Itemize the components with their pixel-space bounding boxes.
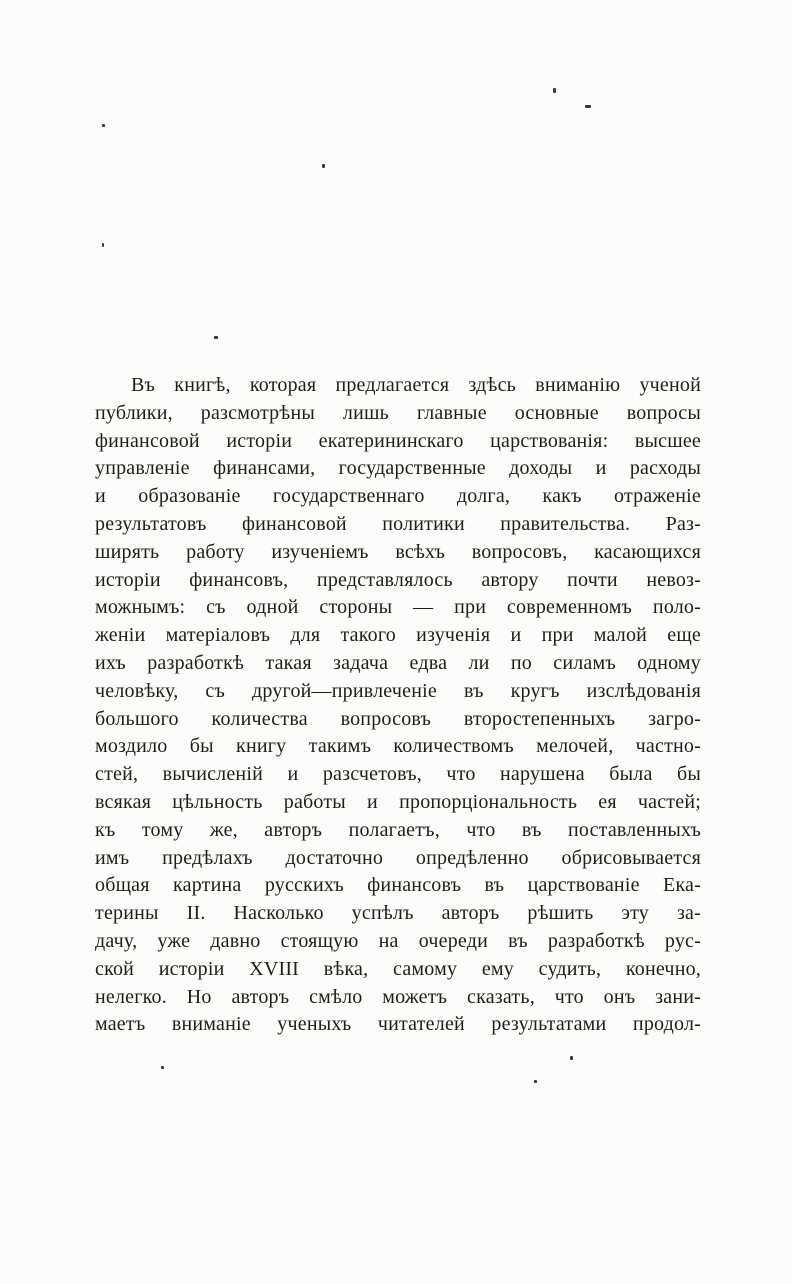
text-line: маетъ вниманіе ученыхъ читателей результатами продол- [95, 1013, 701, 1036]
scan-speck [161, 1066, 164, 1069]
text-line: имъ предѣлахъ достаточно опредѣленно обрисовывается [95, 846, 701, 869]
scan-speck [102, 124, 105, 127]
text-line: всякая цѣльность работы и пропорціональность ея частей; [95, 790, 701, 813]
text-line: большого количества вопросовъ второстепенныхъ загро- [95, 707, 701, 730]
text-line: исторіи финансовъ, представлялось автору почти невоз- [95, 568, 701, 591]
text-line: общая картина русскихъ финансовъ въ царствованіе Ека- [95, 874, 701, 897]
paragraph-block [95, 372, 701, 1039]
text-line: нелегко. Но авторъ смѣло можетъ сказать, что онъ зани- [95, 985, 701, 1008]
text-line: и образованіе государственнаго долга, какъ отраженіе [95, 485, 701, 508]
text-line: результатовъ финансовой политики правительства. Раз- [95, 512, 701, 535]
text-line: ской исторіи XVIII вѣка, самому ему судить, конечно, [95, 957, 701, 980]
text-line: человѣку, съ другой—привлеченіе въ кругъ изслѣдованія [95, 679, 701, 702]
text-line: моздило бы книгу такимъ количествомъ мелочей, частно- [95, 735, 701, 758]
scan-speck [214, 336, 218, 339]
text-line: управленіе финансами, государственные доходы и расходы [95, 457, 701, 480]
text-line: финансовой исторіи екатерининскаго царствованія: высшее [95, 429, 701, 452]
scan-speck [534, 1080, 537, 1083]
text-line: Въ книгѣ, которая предлагается здѣсь вниманію ученой [131, 374, 701, 396]
text-line: къ тому же, авторъ полагаетъ, что въ поставленныхъ [95, 818, 701, 841]
scan-speck [585, 105, 591, 108]
text-line: публики, разсмотрѣны лишь главные основные вопросы [95, 401, 701, 424]
scan-speck [553, 88, 556, 93]
text-line: дачу, уже давно стоящую на очереди въ разработкѣ рус- [95, 929, 701, 952]
scan-speck [102, 243, 104, 247]
text-line: можнымъ: съ одной стороны — при современномъ поло- [95, 596, 701, 619]
text-line: ихъ разработкѣ такая задача едва ли по силамъ одному [95, 651, 701, 674]
text-line: стей, вычисленій и разсчетовъ, что нарушена была бы [95, 763, 701, 786]
scan-speck [570, 1056, 573, 1060]
scan-speck [322, 164, 325, 168]
text-line: терины II. Насколько успѣлъ авторъ рѣшить эту за- [95, 902, 701, 925]
text-line: ширять работу изученіемъ всѣхъ вопросовъ, касающихся [95, 540, 701, 563]
text-line: женіи матеріаловъ для такого изученія и при малой еще [95, 624, 701, 647]
